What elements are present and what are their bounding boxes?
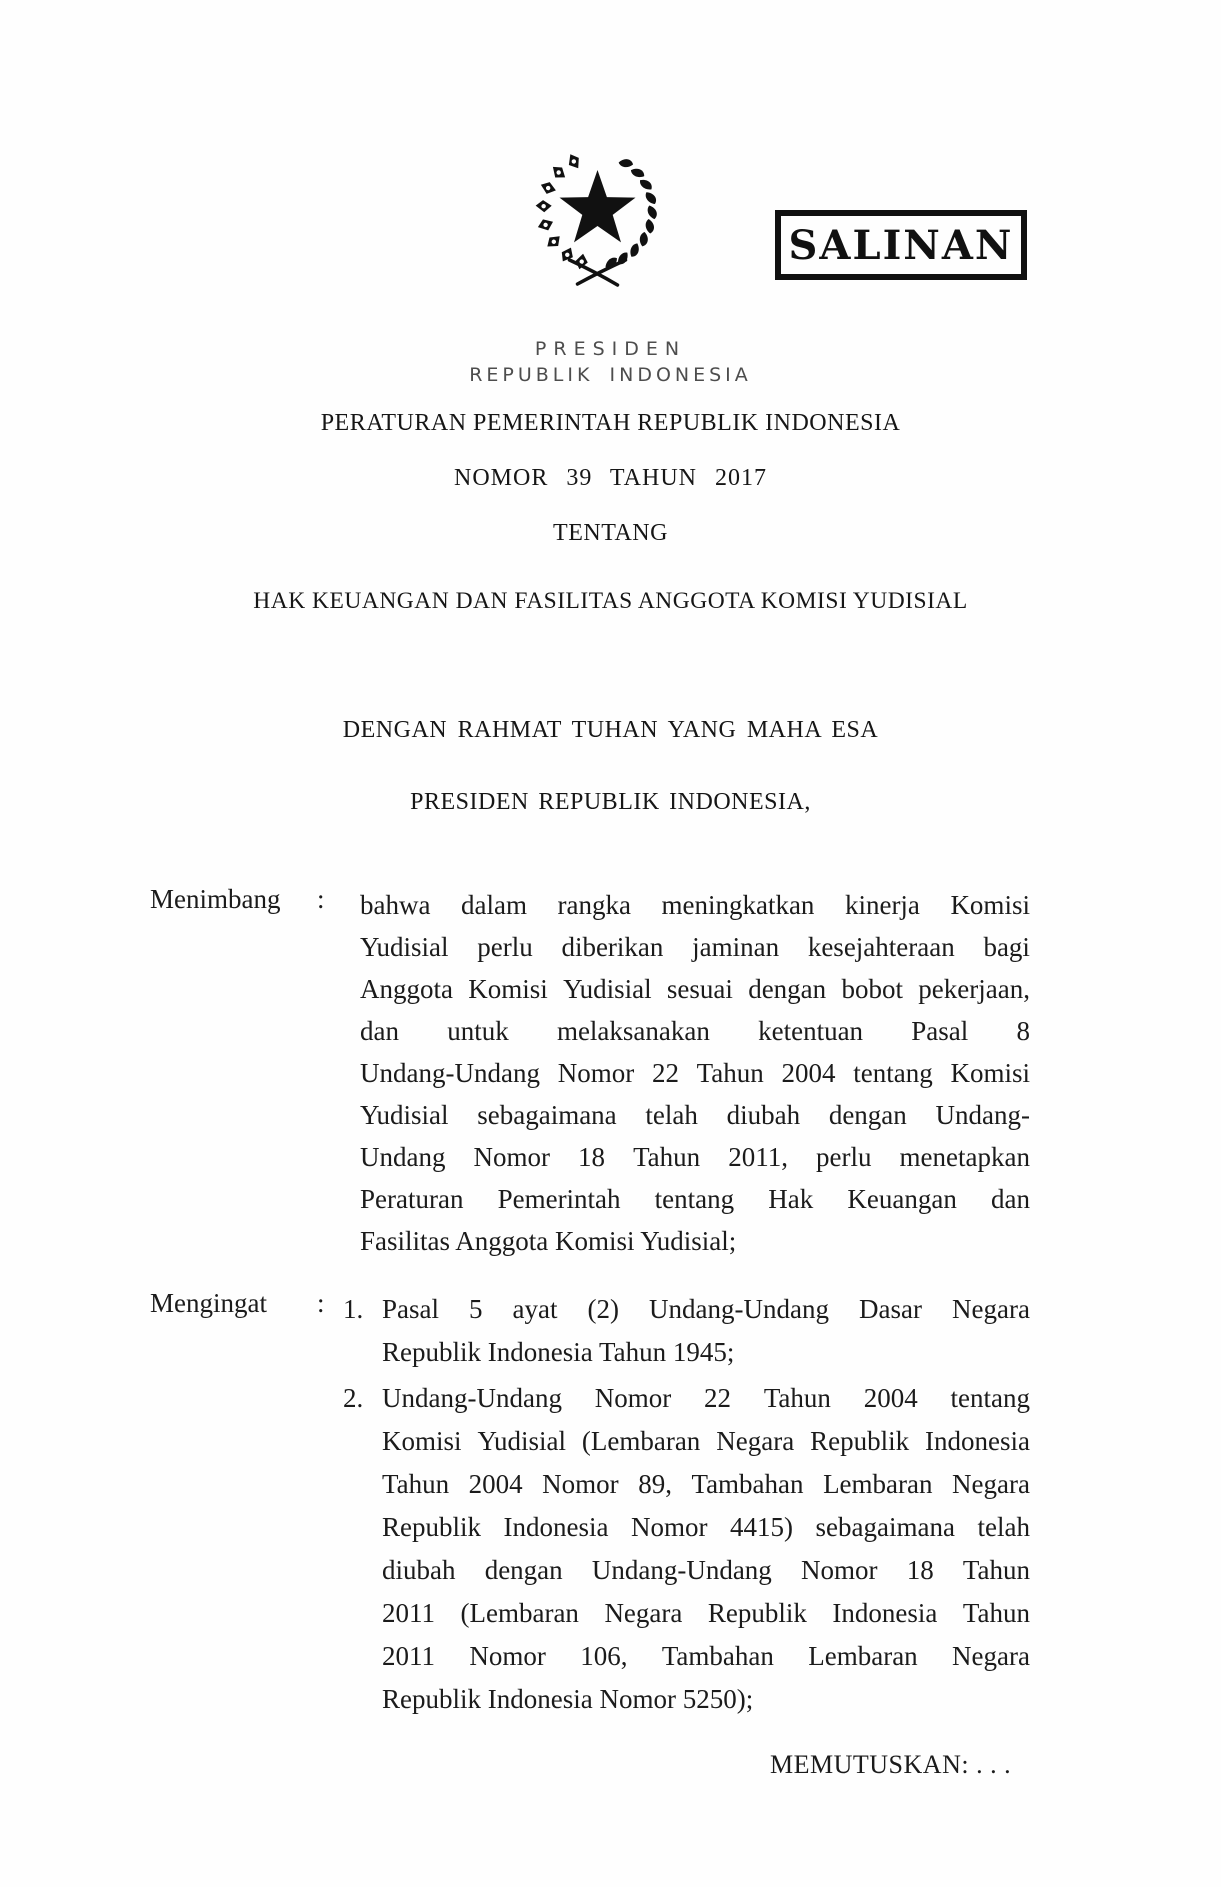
salinan-label: SALINAN (788, 221, 1014, 269)
garuda-star-wreath-icon (515, 148, 680, 308)
salinan-stamp (775, 210, 1027, 280)
legal-item (382, 1377, 1030, 1721)
remembering-colon: : (317, 1288, 325, 1318)
considering-line: Undang Nomor 18 Tahun 2011, perlu menetapkan (360, 1142, 1030, 1172)
legal-item-line: 2011 Nomor 106, Tambahan Lembaran Negara (382, 1641, 1030, 1671)
considering-line: Yudisial sebagaimana telah diubah dengan Undang- (360, 1100, 1030, 1130)
considering-line: Yudisial perlu diberikan jaminan kesejahteraan bagi (360, 932, 1030, 962)
legal-item-line: Republik Indonesia Tahun 1945; (382, 1337, 735, 1367)
considering-line: dan untuk melaksanakan ketentuan Pasal 8 (360, 1016, 1030, 1046)
presidential-emblem (515, 148, 680, 308)
decision-marker: MEMUTUSKAN: . . . (770, 1750, 1012, 1779)
legal-item-number: 2. (343, 1383, 364, 1413)
star-icon (560, 170, 636, 242)
considering-line: Fasilitas Anggota Komisi Yudisial; (360, 1226, 737, 1256)
considering-paragraph (360, 884, 1030, 1262)
title-tentang: TENTANG (553, 520, 668, 546)
legal-item-line: Komisi Yudisial (Lembaran Negara Republik Indonesia (382, 1426, 1030, 1456)
legal-item-line: Republik Indonesia Nomor 4415) sebagaimana telah (382, 1512, 1030, 1542)
legal-item-line: Republik Indonesia Nomor 5250); (382, 1684, 754, 1714)
title-regulation: PERATURAN PEMERINTAH REPUBLIK INDONESIA (320, 410, 901, 436)
legal-item-line: 2011 (Lembaran Negara Republik Indonesia Tahun (382, 1598, 1030, 1628)
authority-line: PRESIDEN REPUBLIK INDONESIA, (410, 789, 811, 815)
letterhead (0, 338, 1221, 386)
considering-line: Peraturan Pemerintah tentang Hak Keuangan dan (360, 1184, 1030, 1214)
considering-line: bahwa dalam rangka meningkatkan kinerja Komisi (360, 890, 1030, 920)
legal-item-line: Pasal 5 ayat (2) Undang-Undang Dasar Negara (382, 1294, 1030, 1324)
legal-item-line: Tahun 2004 Nomor 89, Tambahan Lembaran Negara (382, 1469, 1030, 1499)
legal-item (382, 1288, 1030, 1374)
remembering-label: Mengingat (150, 1288, 267, 1318)
letterhead-presiden: PRESIDEN (534, 338, 687, 360)
legal-item-line: Undang-Undang Nomor 22 Tahun 2004 tentang (382, 1383, 1030, 1413)
considering-line: Undang-Undang Nomor 22 Tahun 2004 tentang Komisi (360, 1058, 1030, 1088)
title-number-year: NOMOR 39 TAHUN 2017 (454, 465, 767, 491)
considering-line: Anggota Komisi Yudisial sesuai dengan bobot pekerjaan, (360, 974, 1030, 1004)
invocation-line: DENGAN RAHMAT TUHAN YANG MAHA ESA (342, 717, 879, 743)
legal-item-line: diubah dengan Undang-Undang Nomor 18 Tahun (382, 1555, 1030, 1585)
considering-colon: : (317, 884, 325, 914)
title-subject: HAK KEUANGAN DAN FASILITAS ANGGOTA KOMISI YUDISIAL (253, 588, 968, 614)
considering-label: Menimbang (150, 884, 281, 914)
letterhead-republik-indonesia: REPUBLIK INDONESIA (469, 364, 752, 386)
legal-item-number: 1. (343, 1294, 364, 1324)
